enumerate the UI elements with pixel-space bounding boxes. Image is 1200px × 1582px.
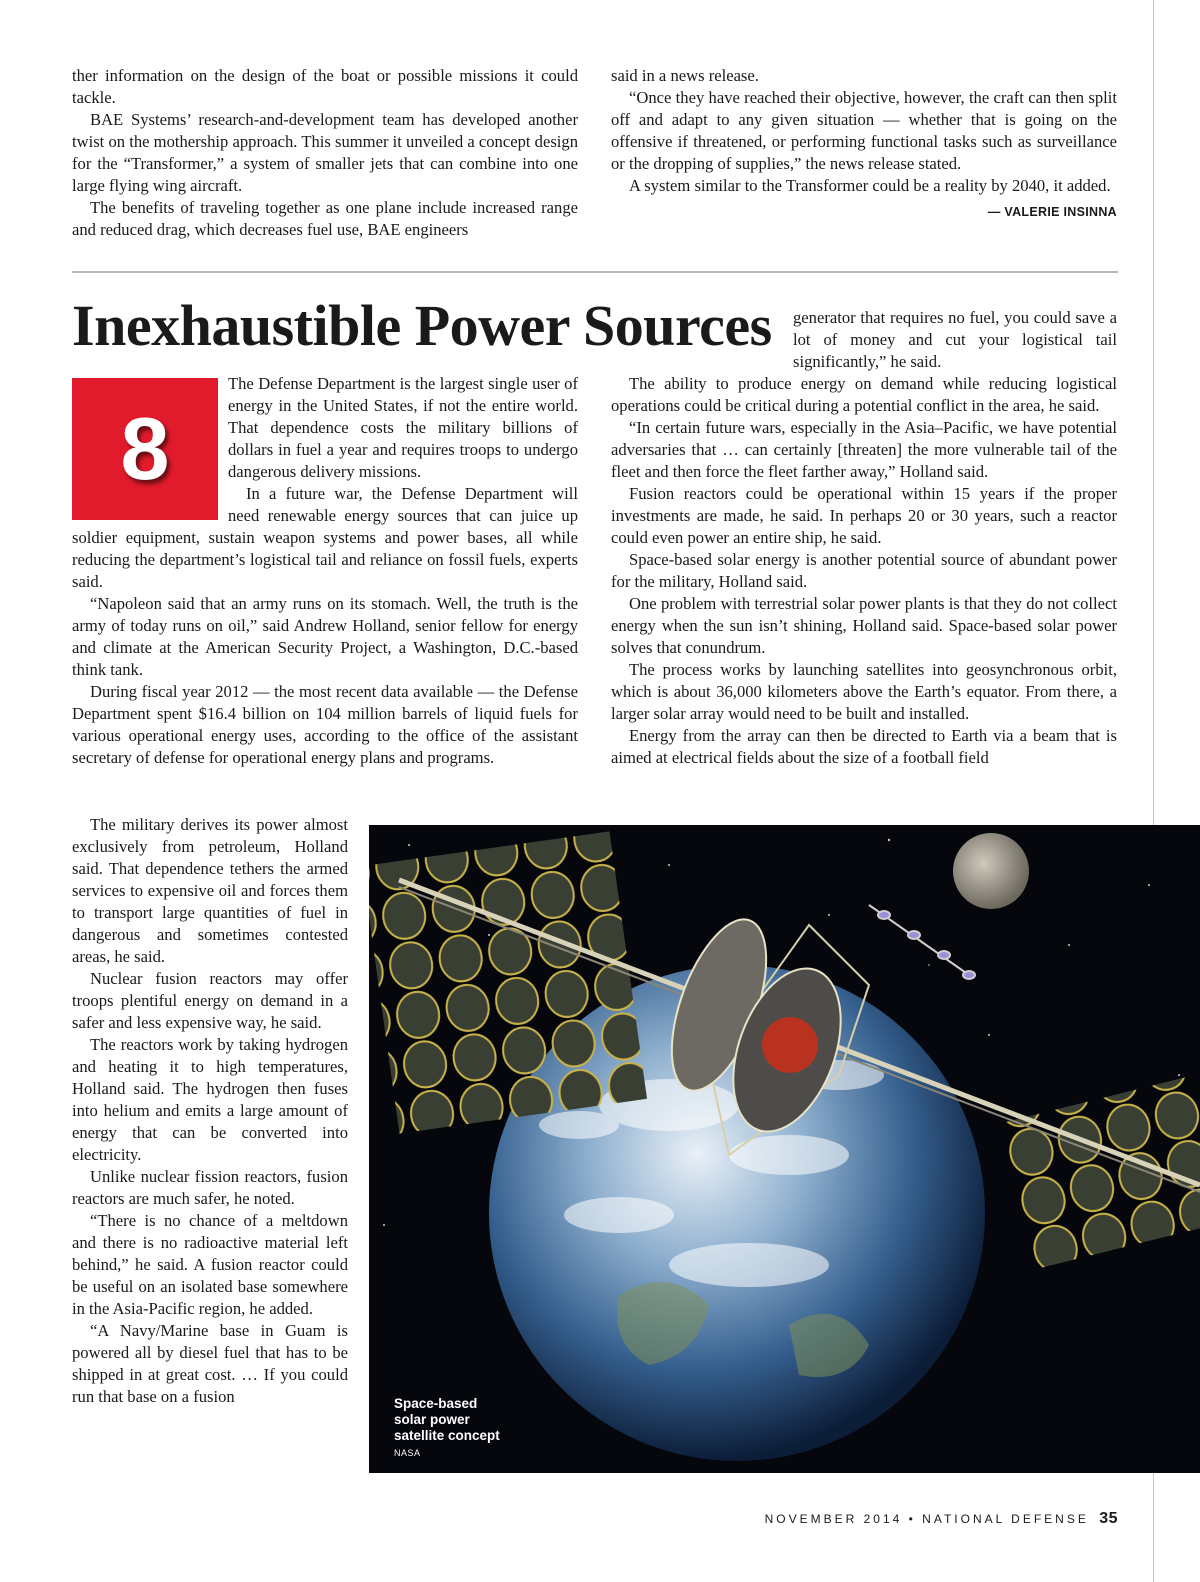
paragraph: “There is no chance of a meltdown and there is no radioactive material left behind,” he said. A fusion reactor could be useful on an isolated base somewhere in the Asia-Pacific region, he added.: [72, 1211, 348, 1318]
paragraph: “A Navy/Marine base in Guam is powered all by diesel fuel that has to be shipped in at great cost. … If you could run that base on a fusion: [72, 1321, 348, 1406]
paragraph: The process works by launching satellites into geosynchronous orbit, which is about 36,000 kilometers above the Earth’s equator. From there, a larger solar array would need to be built and installed.: [611, 660, 1117, 723]
paragraph: Nuclear fusion reactors may offer troops plentiful energy on demand in a safer and less expensive way, he said.: [72, 969, 348, 1032]
paragraph: The reactors work by taking hydrogen and heating it to high temperatures, Holland said. The hydrogen then fuses into helium and emits a large amount of energy that can be converted into electricity.: [72, 1035, 348, 1164]
solar-satellite-illustration: [369, 825, 1200, 1473]
paragraph-text: A system similar to the Transformer could be a reality by 2040, it added.: [629, 176, 1111, 195]
page-footer: [765, 1510, 1118, 1528]
paragraph: The Defense Department is the largest single user of energy in the United States, if not the entire world. That dependence costs the military billions of dollars in fuel a year and requires troops to undergo dangerous delivery missions.: [228, 374, 578, 481]
photo-caption: [394, 1396, 504, 1461]
paragraph: [611, 175, 1117, 219]
paragraph: “Once they have reached their objective, however, the craft can then split off and adapt to any given situation — whether that is going on the offensive if threatened, or performing functional tasks such as surveillance or the dropping of supplies,” the news release stated.: [611, 88, 1117, 173]
paragraph: In a future war, the Defense Department will need renewable energy sources that can juice up soldier equipment, sustain weapon systems and power bases, all while reducing the department’s logistical tail and reliance on fossil fuels, experts said.: [72, 484, 578, 591]
byline: — VALERIE INSINNA: [987, 205, 1117, 219]
badge-number: 8: [120, 399, 170, 498]
article-right-column-top: [793, 307, 1117, 373]
paragraph: Unlike nuclear fission reactors, fusion reactors are much safer, he noted.: [72, 1167, 348, 1208]
paragraph: Energy from the array can then be directed to Earth via a beam that is aimed at electrical fields about the size of a football field: [611, 726, 1117, 767]
paragraph: The benefits of traveling together as one plane include increased range and reduced drag, which decreases fuel use, BAE engineers: [72, 198, 578, 239]
paragraph: “In certain future wars, especially in the Asia–Pacific, we have potential adversaries that … can certainly [threaten] the more vulnerable tail of the fleet and then force the fleet farther away,” Holland said.: [611, 418, 1117, 481]
paragraph: generator that requires no fuel, you could save a lot of money and cut your logistical tail significantly,” he said.: [793, 308, 1117, 371]
article-left-intro: [72, 373, 578, 769]
paragraph: “Napoleon said that an army runs on its stomach. Well, the truth is the army of today runs on oil,” said Andrew Holland, senior fellow for energy and climate at the American Security Project, a Washington, D.C.-based think tank.: [72, 594, 578, 679]
photo-credit: NASA: [394, 1448, 421, 1458]
satellite-photo: [369, 825, 1200, 1473]
caption-text: Space-based solar power satellite concept: [394, 1396, 500, 1443]
page-number: 35: [1099, 1510, 1118, 1527]
badge-wrap-spacer: [72, 373, 228, 527]
paragraph: One problem with terrestrial solar power plants is that they do not collect energy when the sun isn’t shining, Holland said. Space-based solar power solves that conundrum.: [611, 594, 1117, 657]
paragraph: BAE Systems’ research-and-development team has developed another twist on the mothership approach. This summer it unveiled a concept design for the “Transformer,” a system of smaller jets that can combine into one large flying wing aircraft.: [72, 110, 578, 195]
article-title: Inexhaustible Power Sources: [72, 293, 772, 358]
paragraph: During fiscal year 2012 — the most recent data available — the Defense Department spent $16.4 billion on 104 million barrels of liquid fuels for various operational energy uses, according to the office of the assistant secretary of defense for operational energy plans and programs.: [72, 682, 578, 767]
prev-article-left-column: [72, 65, 578, 241]
prev-article-right-column: [611, 65, 1117, 223]
paragraph: said in a news release.: [611, 66, 759, 85]
article-left-narrow-column: [72, 814, 348, 1408]
article-right-column: [611, 373, 1117, 769]
paragraph: ther information on the design of the boat or possible missions it could tackle.: [72, 66, 578, 107]
section-divider: [72, 271, 1118, 273]
paragraph: Space-based solar energy is another potential source of abundant power for the military, Holland said.: [611, 550, 1117, 591]
paragraph: Fusion reactors could be operational within 15 years if the proper investments are made, he said. In perhaps 20 or 30 years, such a reactor could even power an entire ship, he said.: [611, 484, 1117, 547]
paragraph: The military derives its power almost exclusively from petroleum, Holland said. That dependence tethers the armed services to expensive oil and forces them to transport large quantities of fuel in dangerous and sometimes contested areas, he said.: [72, 815, 348, 966]
footer-publication: NOVEMBER 2014 • NATIONAL DEFENSE: [764, 1512, 1089, 1526]
paragraph: The ability to produce energy on demand while reducing logistical operations could be critical during a potential conflict in the area, he said.: [611, 374, 1117, 415]
